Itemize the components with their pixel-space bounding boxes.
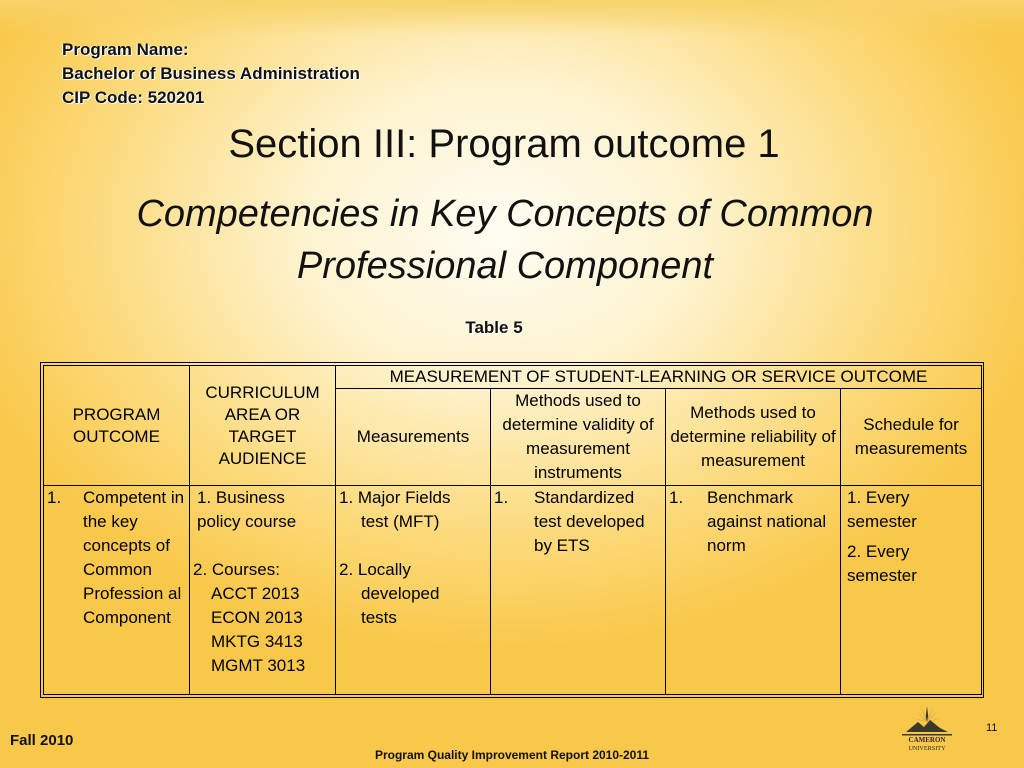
cell-validity xyxy=(491,486,666,695)
measurement-2-line1: 2. Locally xyxy=(339,560,411,579)
footer-report-title: Program Quality Improvement Report 2010-2011 xyxy=(374,748,650,762)
schedule-item-1: 1. Every semester xyxy=(847,488,917,531)
validity-text: Standardized test developed by ETS xyxy=(534,488,645,555)
course-code: MGMT 3013 xyxy=(211,656,306,675)
cell-measurements xyxy=(336,486,491,695)
degree-name: Bachelor of Business Administration xyxy=(62,64,360,83)
course-code: ECON 2013 xyxy=(211,608,303,627)
reliability-number: 1. xyxy=(669,488,684,507)
table-frame xyxy=(40,362,984,698)
header-reliability: Methods used to determine reliability of measurement xyxy=(666,389,841,486)
cameron-university-logo xyxy=(896,700,958,752)
header-program-outcome: PROGRAM OUTCOME xyxy=(44,366,190,486)
measurement-2-line3: tests xyxy=(361,608,397,627)
page-number: 11 xyxy=(986,722,998,734)
curriculum-item-1: 1. Business policy course xyxy=(197,488,297,531)
header-measurement-group: MEASUREMENT OF STUDENT-LEARNING OR SERVICE OUTCOME xyxy=(336,366,982,389)
course-code: ACCT 2013 xyxy=(211,584,300,603)
measurement-2-line2: developed xyxy=(361,584,440,603)
table-caption: Table 5 xyxy=(465,318,523,337)
cell-schedule xyxy=(841,486,982,695)
table-row xyxy=(44,486,982,695)
logo-text-line2: UNIVERSITY xyxy=(908,745,946,752)
header-schedule: Schedule for measurements xyxy=(841,389,982,486)
subtitle: Competencies in Key Concepts of Common Professional Component xyxy=(136,193,874,287)
header-measurements: Measurements xyxy=(336,389,491,486)
curriculum-item-2: 2. Courses: xyxy=(193,560,280,579)
program-name-label: Program Name: xyxy=(62,40,189,59)
course-code: MKTG 3413 xyxy=(211,632,303,651)
cell-program-outcome xyxy=(44,486,190,695)
outcome-text: Competent in the key concepts of Common Profession al Component xyxy=(83,488,185,627)
top-band xyxy=(0,0,1024,36)
measurement-1-line1: 1. Major Fields xyxy=(339,488,451,507)
schedule-item-2: 2. Every semester xyxy=(847,542,917,585)
logo-text-line1: CAMERON xyxy=(908,736,946,744)
reliability-text: Benchmark against national norm xyxy=(707,488,827,555)
cip-code: CIP Code: 520201 xyxy=(62,88,205,107)
header-curriculum: CURRICULUM AREA OR TARGET AUDIENCE xyxy=(190,366,336,486)
cell-curriculum xyxy=(190,486,336,695)
section-title: Section III: Program outcome 1 xyxy=(228,122,780,166)
validity-number: 1. xyxy=(494,488,509,507)
footer-term: Fall 2010 xyxy=(10,732,74,749)
cell-reliability xyxy=(666,486,841,695)
measurement-1-line2: test (MFT) xyxy=(361,512,440,531)
outcome-number: 1. xyxy=(47,488,62,507)
program-info xyxy=(62,38,360,110)
outcomes-table xyxy=(43,365,982,695)
header-validity: Methods used to determine validity of measurement instruments xyxy=(491,389,666,486)
